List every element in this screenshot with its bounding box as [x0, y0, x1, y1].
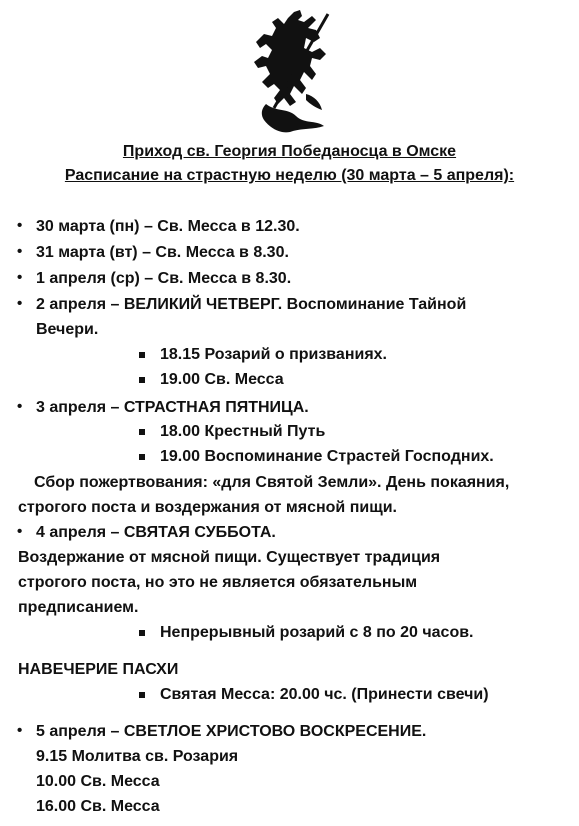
- note-text: строгого поста, но это не является обязательным: [18, 574, 418, 591]
- square-bullet-icon: [139, 454, 145, 460]
- saint-george-emblem: [246, 8, 336, 136]
- note-text: строгого поста и воздержания от мясной пищи.: [18, 499, 397, 516]
- page-subtitle: Расписание на страстную неделю (30 марта – 5 апреля):: [64, 167, 515, 184]
- square-bullet-icon: [139, 429, 145, 435]
- bullet-icon: •: [17, 722, 23, 739]
- sub-item: 18.00 Крестный Путь: [160, 423, 326, 440]
- bullet-icon: •: [17, 398, 23, 415]
- list-item: 1 апреля (ср) – Св. Месса в 8.30.: [36, 270, 292, 287]
- bullet-icon: •: [17, 217, 23, 234]
- list-item: 30 марта (пн) – Св. Месса в 12.30.: [36, 218, 300, 235]
- list-item: 31 марта (вт) – Св. Месса в 8.30.: [36, 244, 289, 261]
- sub-item: Святая Месса: 20.00 чс. (Принести свечи): [160, 686, 489, 703]
- schedule-entry: 16.00 Св. Месса: [36, 798, 160, 815]
- list-item: 2 апреля – ВЕЛИКИЙ ЧЕТВЕРГ. Воспоминание Тайной: [36, 296, 467, 313]
- sub-item: 18.15 Розарий о призваниях.: [160, 346, 387, 363]
- list-item-continuation: Вечери.: [36, 321, 99, 338]
- square-bullet-icon: [139, 377, 145, 383]
- note-text: предписанием.: [18, 599, 139, 616]
- note-text: Сбор пожертвования: «для Святой Земли». День покаяния,: [34, 474, 510, 491]
- section-heading: НАВЕЧЕРИЕ ПАСХИ: [18, 661, 179, 678]
- list-item: 3 апреля – СТРАСТНАЯ ПЯТНИЦА.: [36, 399, 309, 416]
- bullet-icon: •: [17, 243, 23, 260]
- bullet-icon: •: [17, 523, 23, 540]
- square-bullet-icon: [139, 692, 145, 698]
- page-title: Приход св. Георгия Победаносца в Омске: [122, 143, 457, 160]
- sub-item: 19.00 Св. Месса: [160, 371, 284, 388]
- list-item: 4 апреля – СВЯТАЯ СУББОТА.: [36, 524, 276, 541]
- square-bullet-icon: [139, 630, 145, 636]
- sub-item: Непрерывный розарий с 8 по 20 часов.: [160, 624, 474, 641]
- bullet-icon: •: [17, 295, 23, 312]
- schedule-entry: 9.15 Молитва св. Розария: [36, 748, 239, 765]
- sub-item: 19.00 Воспоминание Страстей Господних.: [160, 448, 494, 465]
- bullet-icon: •: [17, 269, 23, 286]
- schedule-entry: 10.00 Св. Месса: [36, 773, 160, 790]
- square-bullet-icon: [139, 352, 145, 358]
- list-item: 5 апреля – СВЕТЛОЕ ХРИСТОВО ВОСКРЕСЕНИЕ.: [36, 723, 427, 740]
- note-text: Воздержание от мясной пищи. Существует традиция: [18, 549, 441, 566]
